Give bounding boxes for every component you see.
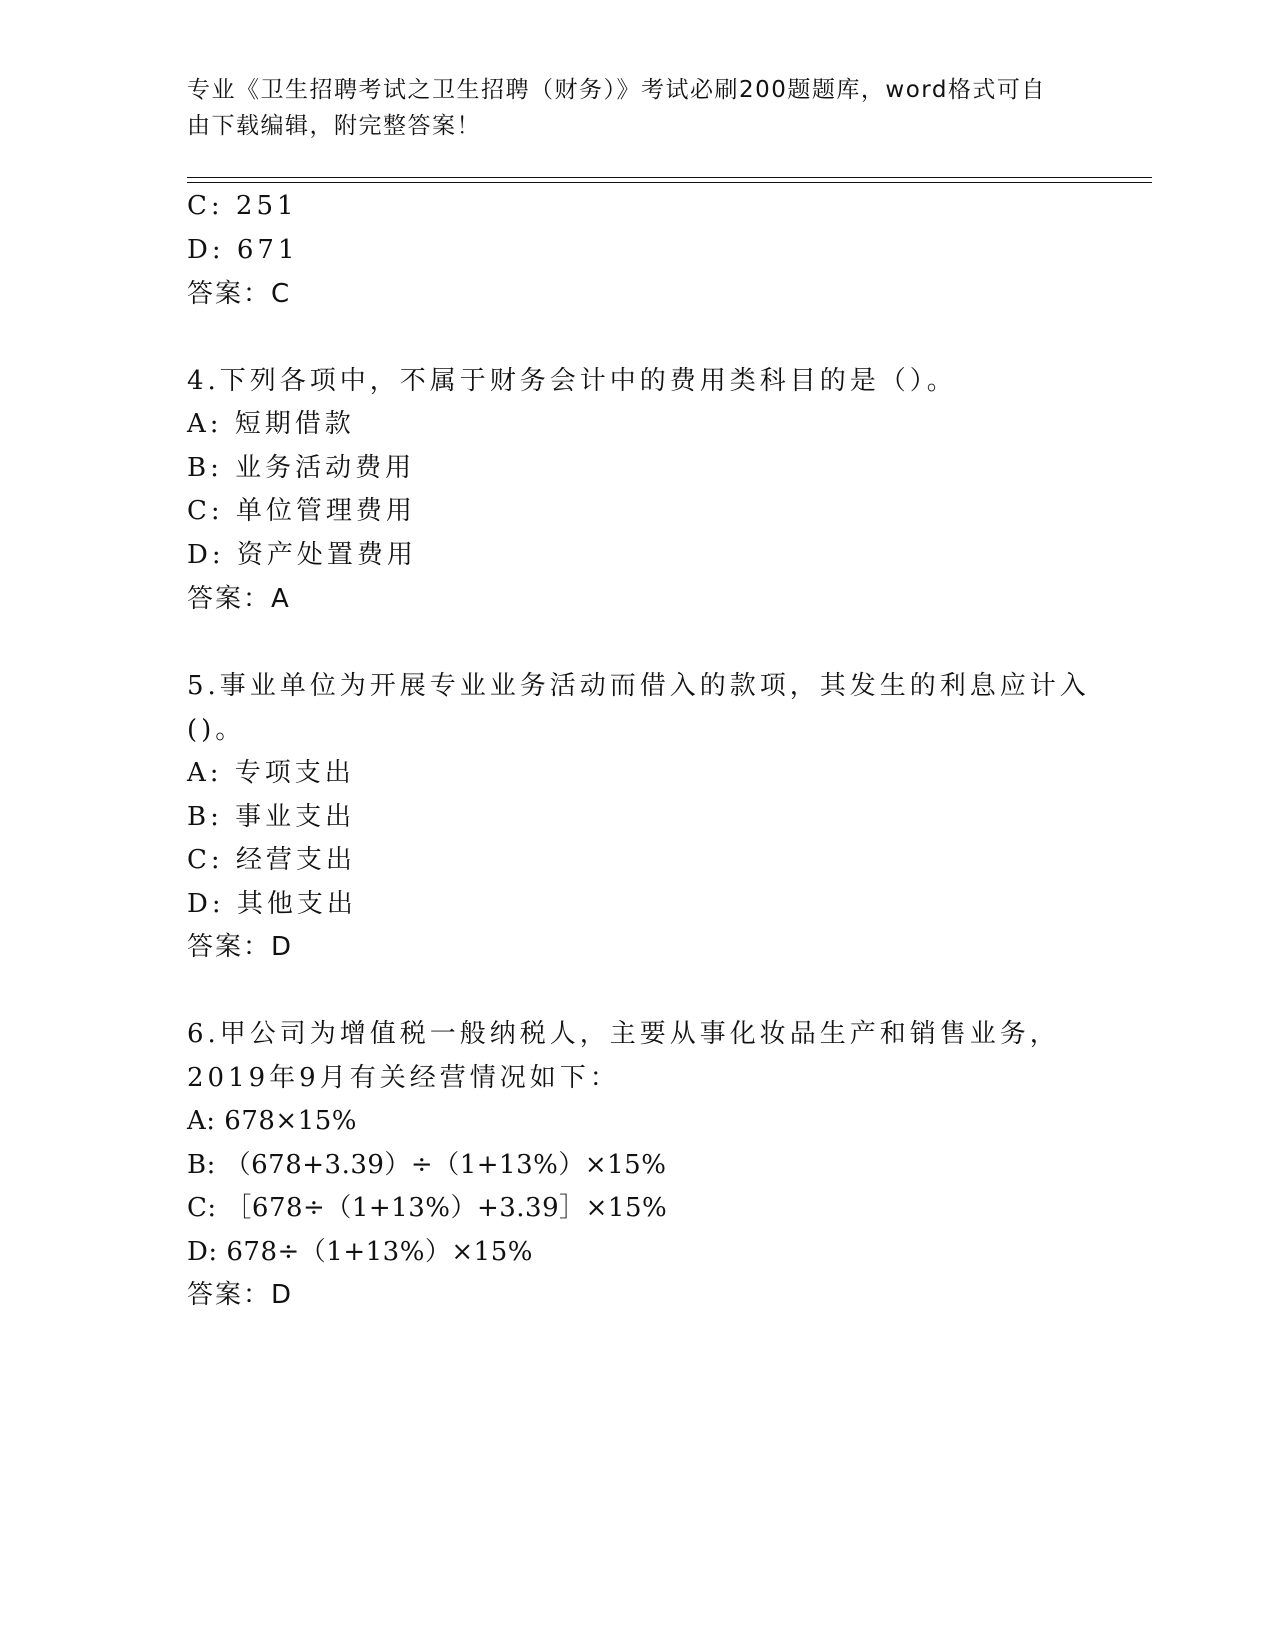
header-line-1: 专业《卫生招聘考试之卫生招聘（财务）》考试必刷200题题库，word格式可自 [187,77,1046,103]
q6-stem-line-2: 2019年9月有关经营情况如下： [187,1063,620,1093]
q3-option-c: C: 251 [187,191,298,221]
q5-stem-line-2: ()。 [187,715,246,745]
q4-answer: 答案：A [187,584,291,614]
header-divider-bottom [187,182,1152,183]
q4-option-d: D: 资产处置费用 [187,540,417,570]
q4-option-b: B: 业务活动费用 [187,453,416,483]
header-line-2: 由下载编辑，附完整答案！ [187,113,481,139]
q4-stem: 4.下列各项中，不属于财务会计中的费用类科目的是（）。 [187,366,957,396]
q6-option-b: B: （678+3.39）÷（1+13%）×15% [187,1150,667,1180]
q5-option-a: A: 专项支出 [187,758,355,788]
q6-option-d: D: 678÷（1+13%）×15% [187,1237,533,1267]
q5-option-d: D: 其他支出 [187,889,357,919]
q6-option-c: C: ［678÷（1+13%）+3.39］×15% [187,1193,668,1223]
q6-option-a: A: 678×15% [187,1106,358,1136]
q6-answer: 答案：D [187,1280,294,1310]
q3-answer: 答案：C [187,279,292,309]
q5-option-c: C: 经营支出 [187,845,356,875]
q5-stem-line-1: 5.事业单位为开展专业业务活动而借入的款项，其发生的利息应计入 [187,671,1090,701]
q4-option-c: C: 单位管理费用 [187,496,416,526]
document-header [187,72,1067,144]
q5-option-b: B: 事业支出 [187,802,356,832]
q5-answer: 答案：D [187,932,294,962]
q4-option-a: A: 短期借款 [187,409,355,439]
header-divider-top [187,177,1152,178]
q3-option-d: D: 671 [187,235,299,265]
q6-stem-line-1: 6.甲公司为增值税一般纳税人，主要从事化妆品生产和销售业务， [187,1019,1060,1049]
